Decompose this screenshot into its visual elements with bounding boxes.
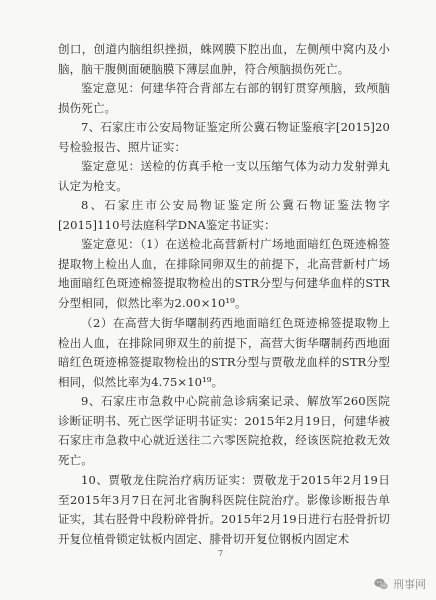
paragraph-8: 9、石家庄市急救中心院前急诊病案记录、解放军260医院诊断证明书、死亡医学证明书证实：2015年2月19日，何建华被石家庄市急救中心就近送往二六零医院抢救，经该医院抢救无效死亡。: [58, 394, 390, 467]
paragraph-6: 鉴定意见：（1）在送检北高营新村广场地面暗红色斑迹棉签提取物上检出人血，在排除同卵双生的前提下，北高营新村广场地面暗红色斑迹棉签提取物检出的STR分型与何建华血样的STR分型相同，似然比率为2.00×10¹⁹。: [58, 237, 390, 310]
paragraph-3: 7、石家庄市公安局物证鉴定所公冀石物证鉴痕字[2015]20号检验报告、照片证实：: [58, 120, 390, 154]
paragraph-7: （2）在高营大街华曙制药西地面暗红色斑迹棉签提取物上检出人血，在排除同卵双生的前提下，高营大街华曙制药西地面暗红色斑迹棉签提取物检出的STR分型与贾敬龙血样的STR分型相同，似然比率为4.75×10¹⁹。: [58, 316, 390, 389]
paragraph-2: 鉴定意见：何建华符合背部左右部的钢钉贯穿颅脑，致颅脑损伤死亡。: [58, 81, 390, 115]
paragraph-1: 创口，创道内脑组织挫损，蛛网膜下腔出血，左侧颅中窝内及小脑，脑干腹侧面硬脑膜下薄层血肿，符合颅脑损伤死亡。: [58, 42, 390, 76]
paragraph-4: 鉴定意见：送检的仿真手枪一支以压缩气体为动力发射弹丸认定为枪支。: [58, 159, 390, 193]
watermark-label: 刑事网: [393, 578, 426, 591]
paragraph-5: 8、石家庄市公安局物证鉴定所公冀石物证鉴法物字[2015]110号法庭科学DNA鉴定书证实：: [58, 198, 390, 232]
watermark: [373, 576, 426, 592]
paragraph-9: 10、贾敬龙住院治疗病历证实：贾敬龙于2015年2月19日至2015年3月7日在河北省胸科医院住院治疗。影像诊断报告单证实，其右胫骨中段粉碎骨折。2015年2月19日进行右胫骨折切开复位植骨锁定钛板内固定、腓骨切开复位钢板内固定术: [58, 473, 390, 546]
page-number: 7: [218, 549, 224, 558]
wechat-icon: [373, 576, 389, 592]
